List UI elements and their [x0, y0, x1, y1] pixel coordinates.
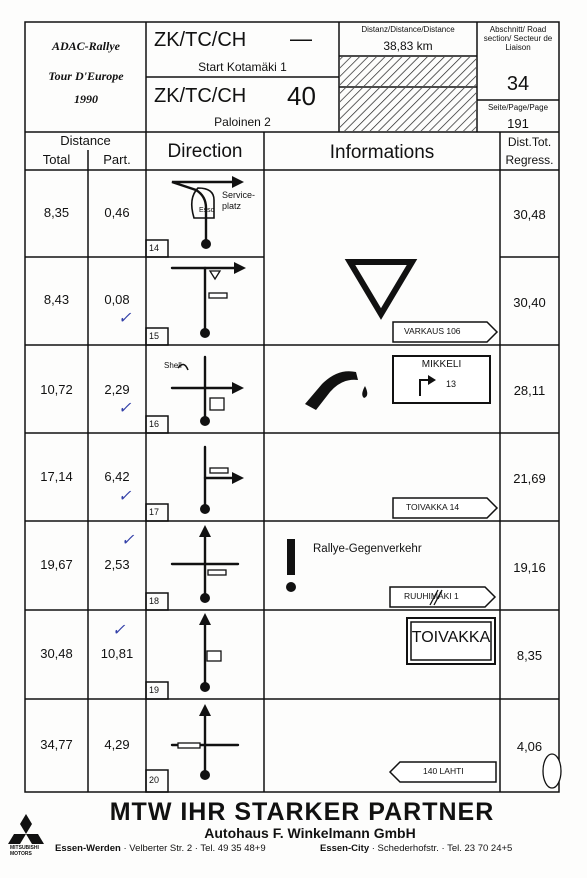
row-part: 2,29 — [104, 382, 130, 397]
shell-label: Shell — [164, 361, 182, 370]
event-subtitle: Tour D'Europe — [48, 69, 124, 83]
check-mark: ✓ — [112, 622, 126, 639]
address-2-line: · Schederhofstr. · Tel. 23 70 24+5 — [371, 843, 513, 854]
service-note: Service-platz — [222, 190, 256, 211]
step-number: 15 — [149, 331, 160, 341]
section-value: 34 — [506, 73, 530, 95]
footer-address-1 — [55, 843, 266, 854]
address-1-city: Essen-Werden — [55, 843, 121, 854]
tc-value-1: — — [290, 26, 312, 51]
check-mark: ✓ — [118, 400, 132, 417]
row-regress: 30,48 — [513, 207, 546, 222]
footer-address-2 — [320, 843, 512, 854]
col-part: Part. — [103, 152, 131, 167]
step-number: 20 — [149, 775, 160, 785]
row-total: 30,48 — [40, 646, 73, 661]
row-total: 17,14 — [40, 469, 73, 484]
step-number: 18 — [149, 596, 160, 606]
row-part: 6,42 — [104, 469, 130, 484]
step-number: 19 — [149, 685, 160, 695]
brand-label: MITSUBISHI MOTORS — [10, 845, 39, 857]
row-regress: 19,16 — [513, 560, 546, 575]
row-total: 8,43 — [43, 292, 70, 307]
exclamation-icon — [287, 539, 295, 575]
mitsubishi-logo — [8, 814, 44, 844]
row-total: 19,67 — [40, 557, 73, 572]
event-year: 1990 — [74, 92, 98, 106]
col-informations: Informations — [329, 142, 435, 163]
row-regress: 30,40 — [513, 295, 546, 310]
row-part: 0,08 — [104, 292, 130, 307]
sign-varkaus: VARKAUS 106 — [404, 326, 461, 336]
row-part: 2,53 — [104, 557, 130, 572]
step-number: 16 — [149, 419, 160, 429]
tc-label-2: ZK/TC/CH — [154, 85, 247, 107]
yield-sign — [350, 262, 412, 314]
footer-dealer: Autohaus F. Winkelmann GmbH — [204, 825, 416, 841]
page-value: 191 — [507, 116, 529, 131]
event-title: ADAC-Rallye — [52, 39, 120, 53]
col-distance: Distance — [60, 133, 111, 148]
sign-mikkeli: MIKKELI — [421, 359, 462, 370]
step-number: 17 — [149, 507, 160, 517]
sign-lahti: 140 LAHTI — [423, 766, 464, 776]
col-regress: Regress. — [505, 153, 554, 167]
tc-value-2: 40 — [287, 81, 316, 111]
check-mark: ✓ — [121, 532, 135, 549]
row-regress: 28,11 — [513, 383, 546, 398]
distance-label: Distanz/Distance/Distance — [361, 25, 455, 34]
check-mark: ✓ — [118, 310, 132, 327]
rallye-note: Rallye-Gegenverkehr — [313, 543, 422, 555]
row-part: 10,81 — [100, 646, 134, 661]
fuel-nozzle-icon — [305, 371, 358, 410]
row-part: 0,46 — [104, 205, 130, 220]
distance-value: 38,83 km — [383, 39, 433, 53]
row-total: 8,35 — [43, 205, 70, 220]
sign-toivakka: TOIVAKKA — [411, 629, 491, 646]
row-regress: 21,69 — [513, 471, 546, 486]
tc-place-1: Start Kotamäki 1 — [198, 60, 287, 74]
page-label: Seite/Page/Page — [487, 103, 549, 112]
col-direction: Direction — [167, 141, 243, 162]
address-2-city: Essen-City — [320, 843, 370, 854]
row-total: 10,72 — [40, 382, 73, 397]
sign-ruuhimaki: RUUHIMÄKI 1 — [404, 591, 459, 601]
tc-label-1: ZK/TC/CH — [154, 29, 247, 51]
sign-toivakka-14: TOIVAKKA 14 — [406, 502, 460, 512]
col-total: Total — [42, 152, 71, 167]
row-part: 4,29 — [104, 737, 130, 752]
row-total: 34,77 — [40, 737, 73, 752]
row-regress: 8,35 — [516, 648, 543, 663]
tc-place-2: Paloinen 2 — [214, 115, 271, 129]
section-label: Abschnitt/ Road section/ Secteur de Liaison — [483, 25, 553, 52]
address-1-line: · Velberter Str. 2 · Tel. 49 35 48+9 — [123, 843, 266, 854]
esso-label: Esso — [199, 207, 215, 214]
row-regress: 4,06 — [516, 739, 543, 754]
check-mark: ✓ — [118, 488, 132, 505]
col-dist-tot: Dist.Tot. — [507, 135, 552, 149]
step-number: 14 — [149, 243, 160, 253]
footer-slogan: MTW IHR STARKER PARTNER — [109, 798, 495, 826]
sign-mikkeli-km: 13 — [446, 379, 457, 389]
